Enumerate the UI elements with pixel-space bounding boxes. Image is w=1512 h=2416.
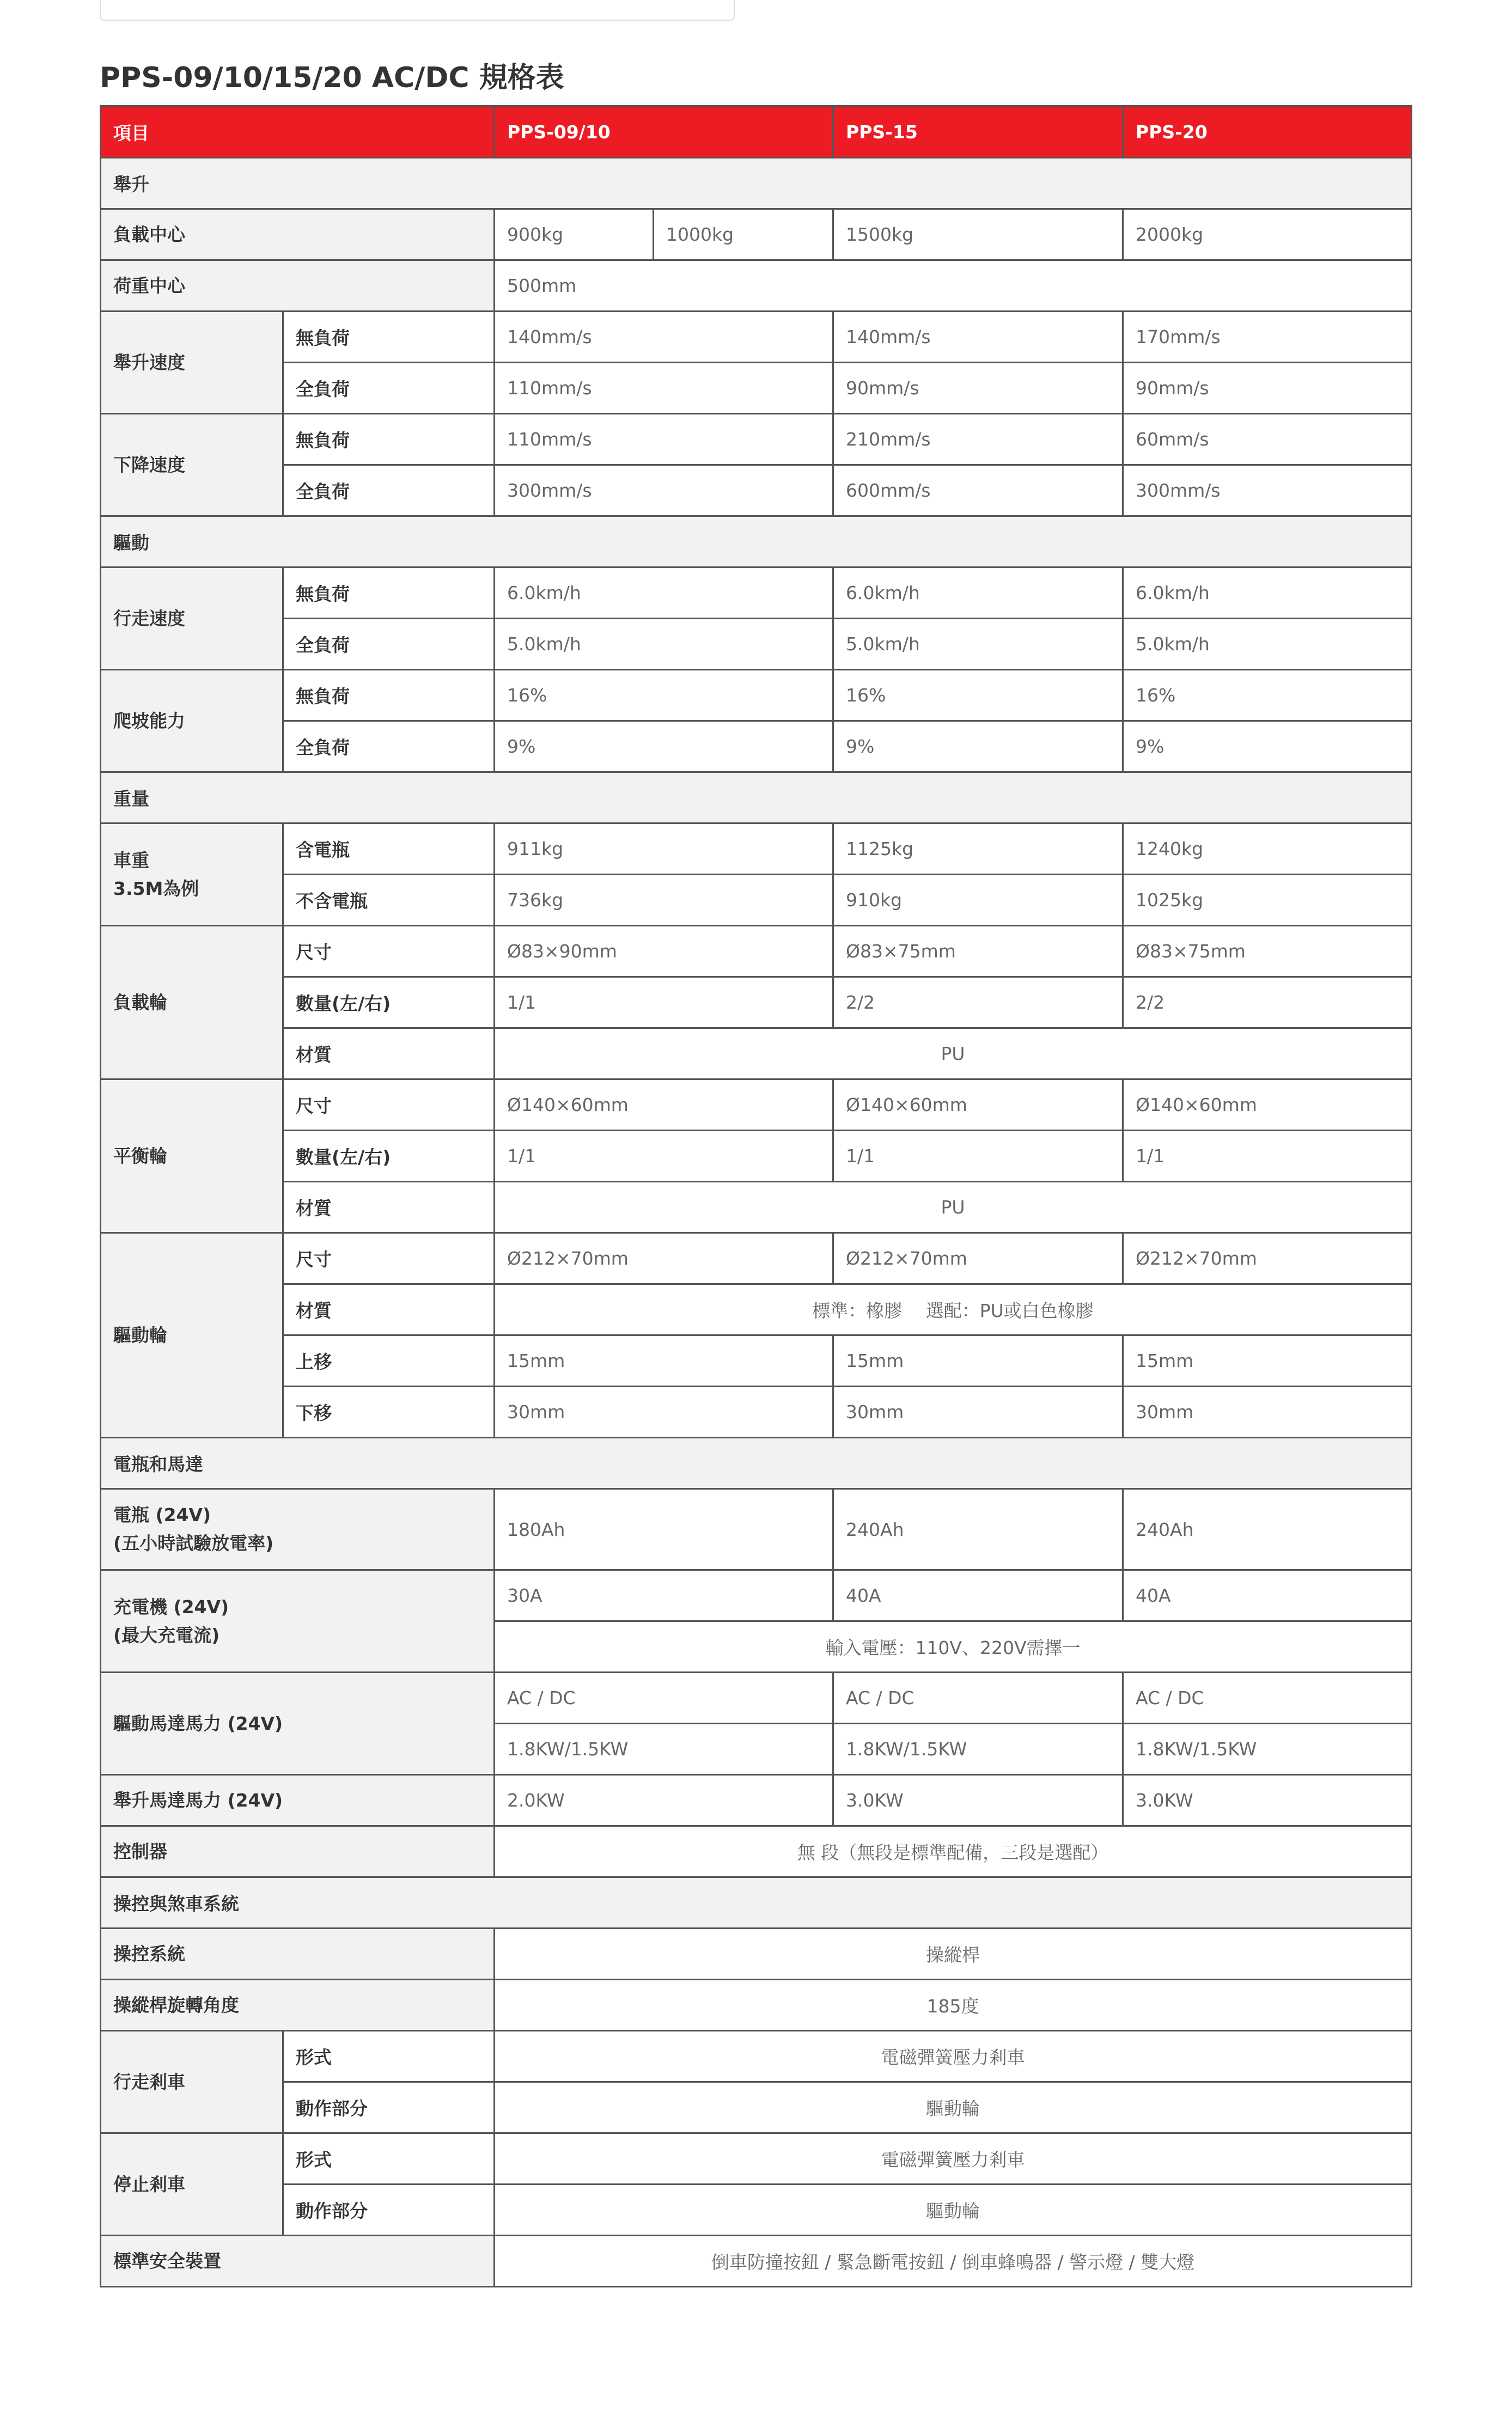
sub-label: 無負荷 (283, 414, 495, 465)
row-label: 停止剎車 (101, 2133, 283, 2236)
cell: 1.8KW/1.5KW (833, 1724, 1123, 1775)
cell: 1/1 (833, 1131, 1123, 1182)
cell: 110mm/s (495, 414, 833, 465)
cell: 5.0km/h (1123, 619, 1412, 670)
table-row (101, 1233, 1412, 1284)
cell: Ø140×60mm (1123, 1079, 1412, 1131)
cell: 500mm (495, 260, 1412, 312)
section-battery-motor: 電瓶和馬達 (101, 1438, 1412, 1489)
table-row (101, 875, 1412, 926)
sub-label: 無負荷 (283, 670, 495, 721)
table-row (101, 1673, 1412, 1724)
table-row (101, 568, 1412, 619)
cell: Ø83×75mm (833, 926, 1123, 977)
row-label: 驅動馬達馬力 (24V) (101, 1673, 495, 1775)
row-label: 荷重中心 (101, 260, 495, 312)
header-pps-15: PPS-15 (833, 106, 1123, 158)
cell: 90mm/s (1123, 363, 1412, 414)
cell: 240Ah (1123, 1489, 1412, 1570)
table-row (101, 1182, 1412, 1233)
sub-label: 數量(左/右) (283, 1131, 495, 1182)
sub-label: 材質 (283, 1284, 495, 1335)
cell: 185度 (495, 1980, 1412, 2031)
cell: 3.0KW (1123, 1775, 1412, 1826)
section-control-brake: 操控與煞車系統 (101, 1877, 1412, 1929)
cell: 5.0km/h (833, 619, 1123, 670)
table-row (101, 1980, 1412, 2031)
cell: 3.0KW (833, 1775, 1123, 1826)
sub-label: 動作部分 (283, 2185, 495, 2236)
cell: 240Ah (833, 1489, 1123, 1570)
sub-label: 尺寸 (283, 926, 495, 977)
cell: 16% (833, 670, 1123, 721)
sub-label: 形式 (283, 2133, 495, 2185)
table-row (101, 465, 1412, 516)
row-label: 操縱桿旋轉角度 (101, 1980, 495, 2031)
table-row (101, 1335, 1412, 1387)
cell: 140mm/s (833, 312, 1123, 363)
cell: 1240kg (1123, 823, 1412, 875)
row-label-line: 充電機 (24V) (113, 1596, 229, 1618)
cell: AC / DC (495, 1673, 833, 1724)
row-label: 標準安全裝置 (101, 2236, 495, 2287)
sub-label: 全負荷 (283, 721, 495, 772)
cell: 1/1 (495, 1131, 833, 1182)
header-item: 項目 (101, 106, 495, 158)
cell: 180Ah (495, 1489, 833, 1570)
table-row (101, 2082, 1412, 2133)
cell: 驅動輪 (495, 2185, 1412, 2236)
cell: 5.0km/h (495, 619, 833, 670)
table-row (101, 1775, 1412, 1826)
row-label-truck-weight (101, 823, 283, 926)
table-row (101, 209, 1412, 260)
cell: Ø83×90mm (495, 926, 833, 977)
row-label-line: 3.5M為例 (113, 877, 199, 899)
cell: 15mm (1123, 1335, 1412, 1387)
cell: Ø212×70mm (495, 1233, 833, 1284)
cell: 16% (495, 670, 833, 721)
cell: 15mm (833, 1335, 1123, 1387)
row-label: 負載輪 (101, 926, 283, 1079)
cell: PU (495, 1028, 1412, 1079)
header-pps-20: PPS-20 (1123, 106, 1412, 158)
row-label-battery (101, 1489, 495, 1570)
sub-label: 動作部分 (283, 2082, 495, 2133)
sub-label: 尺寸 (283, 1079, 495, 1131)
cell: 9% (1123, 721, 1412, 772)
cell: Ø140×60mm (495, 1079, 833, 1131)
cell: 910kg (833, 875, 1123, 926)
row-label: 驅動輪 (101, 1233, 283, 1438)
table-row (101, 1929, 1412, 1980)
sub-label: 數量(左/右) (283, 977, 495, 1028)
cell: 736kg (495, 875, 833, 926)
table-row (101, 1489, 1412, 1570)
table-row (101, 363, 1412, 414)
cell: 9% (495, 721, 833, 772)
table-header-row (101, 106, 1412, 158)
cell: 2/2 (833, 977, 1123, 1028)
row-label-line: (五小時試驗放電率) (113, 1533, 274, 1554)
sub-label: 含電瓶 (283, 823, 495, 875)
cell: 1125kg (833, 823, 1123, 875)
row-label: 操控系統 (101, 1929, 495, 1980)
table-row (101, 414, 1412, 465)
row-label: 負載中心 (101, 209, 495, 260)
section-weight: 重量 (101, 772, 1412, 823)
cell: 2000kg (1123, 209, 1412, 260)
spec-table (100, 105, 1412, 2287)
row-label-line: 車重 (113, 849, 149, 871)
cell: 1500kg (833, 209, 1123, 260)
cell: 6.0km/h (495, 568, 833, 619)
cell: 1025kg (1123, 875, 1412, 926)
cell: AC / DC (1123, 1673, 1412, 1724)
sub-label: 下移 (283, 1387, 495, 1438)
row-label-charger (101, 1570, 495, 1673)
cell: Ø212×70mm (833, 1233, 1123, 1284)
cell: AC / DC (833, 1673, 1123, 1724)
row-label: 平衡輪 (101, 1079, 283, 1233)
cell: 300mm/s (1123, 465, 1412, 516)
table-row (101, 977, 1412, 1028)
cell: 110mm/s (495, 363, 833, 414)
table-row (101, 1131, 1412, 1182)
sub-label: 形式 (283, 2031, 495, 2082)
row-label: 下降速度 (101, 414, 283, 516)
sub-label: 尺寸 (283, 1233, 495, 1284)
cell: Ø212×70mm (1123, 1233, 1412, 1284)
sub-label: 不含電瓶 (283, 875, 495, 926)
sub-label: 上移 (283, 1335, 495, 1387)
section-row (101, 158, 1412, 209)
search-box[interactable] (100, 0, 735, 21)
cell: 15mm (495, 1335, 833, 1387)
table-row (101, 1284, 1412, 1335)
cell: 300mm/s (495, 465, 833, 516)
cell: 6.0km/h (833, 568, 1123, 619)
row-label: 控制器 (101, 1826, 495, 1877)
table-row (101, 619, 1412, 670)
sub-label: 全負荷 (283, 465, 495, 516)
row-label: 行走速度 (101, 568, 283, 670)
table-row (101, 2133, 1412, 2185)
cell: 驅動輪 (495, 2082, 1412, 2133)
table-row (101, 1028, 1412, 1079)
table-row (101, 312, 1412, 363)
cell: 電磁彈簧壓力剎車 (495, 2133, 1412, 2185)
cell: 40A (833, 1570, 1123, 1621)
cell: 輸入電壓：110V、220V需擇一 (495, 1621, 1412, 1673)
sub-label: 材質 (283, 1182, 495, 1233)
cell: 600mm/s (833, 465, 1123, 516)
sub-label: 無負荷 (283, 568, 495, 619)
row-label: 爬坡能力 (101, 670, 283, 772)
sub-label: 材質 (283, 1028, 495, 1079)
page-title: PPS-09/10/15/20 AC/DC 規格表 (100, 62, 564, 94)
row-label-line: 電瓶 (24V) (113, 1504, 211, 1526)
cell: 210mm/s (833, 414, 1123, 465)
cell: 16% (1123, 670, 1412, 721)
cell: 1/1 (1123, 1131, 1412, 1182)
cell: 6.0km/h (1123, 568, 1412, 619)
cell: 1/1 (495, 977, 833, 1028)
cell: 2.0KW (495, 1775, 833, 1826)
cell: 倒車防撞按鈕 / 緊急斷電按鈕 / 倒車蜂鳴器 / 警示燈 / 雙大燈 (495, 2236, 1412, 2287)
cell: 電磁彈簧壓力剎車 (495, 2031, 1412, 2082)
cell: 60mm/s (1123, 414, 1412, 465)
cell: 1000kg (654, 209, 833, 260)
table-row (101, 1570, 1412, 1621)
table-row (101, 823, 1412, 875)
table-row (101, 926, 1412, 977)
table-row (101, 260, 1412, 312)
table-row (101, 2031, 1412, 2082)
cell: 911kg (495, 823, 833, 875)
cell: 140mm/s (495, 312, 833, 363)
cell: 2/2 (1123, 977, 1412, 1028)
cell: 40A (1123, 1570, 1412, 1621)
section-drive: 驅動 (101, 516, 1412, 568)
cell: Ø140×60mm (833, 1079, 1123, 1131)
cell: Ø83×75mm (1123, 926, 1412, 977)
section-row (101, 1877, 1412, 1929)
cell: 30mm (1123, 1387, 1412, 1438)
table-row (101, 1079, 1412, 1131)
cell: 90mm/s (833, 363, 1123, 414)
cell: 操縱桿 (495, 1929, 1412, 1980)
row-label: 行走剎車 (101, 2031, 283, 2133)
header-pps-09-10: PPS-09/10 (495, 106, 833, 158)
section-row (101, 1438, 1412, 1489)
cell: 標準：橡膠 選配：PU或白色橡膠 (495, 1284, 1412, 1335)
table-row (101, 670, 1412, 721)
cell: PU (495, 1182, 1412, 1233)
table-row (101, 1387, 1412, 1438)
row-label: 舉升速度 (101, 312, 283, 414)
cell: 170mm/s (1123, 312, 1412, 363)
table-row (101, 2236, 1412, 2287)
sub-label: 無負荷 (283, 312, 495, 363)
cell: 30mm (495, 1387, 833, 1438)
cell: 900kg (495, 209, 654, 260)
section-lift: 舉升 (101, 158, 1412, 209)
cell: 30A (495, 1570, 833, 1621)
table-row (101, 2185, 1412, 2236)
row-label-line: (最大充電流) (113, 1624, 220, 1646)
table-row (101, 721, 1412, 772)
cell: 9% (833, 721, 1123, 772)
sub-label: 全負荷 (283, 363, 495, 414)
cell: 1.8KW/1.5KW (1123, 1724, 1412, 1775)
table-row (101, 1826, 1412, 1877)
row-label: 舉升馬達馬力 (24V) (101, 1775, 495, 1826)
cell: 1.8KW/1.5KW (495, 1724, 833, 1775)
cell: 無 段（無段是標準配備，三段是選配） (495, 1826, 1412, 1877)
sub-label: 全負荷 (283, 619, 495, 670)
section-row (101, 516, 1412, 568)
cell: 30mm (833, 1387, 1123, 1438)
section-row (101, 772, 1412, 823)
